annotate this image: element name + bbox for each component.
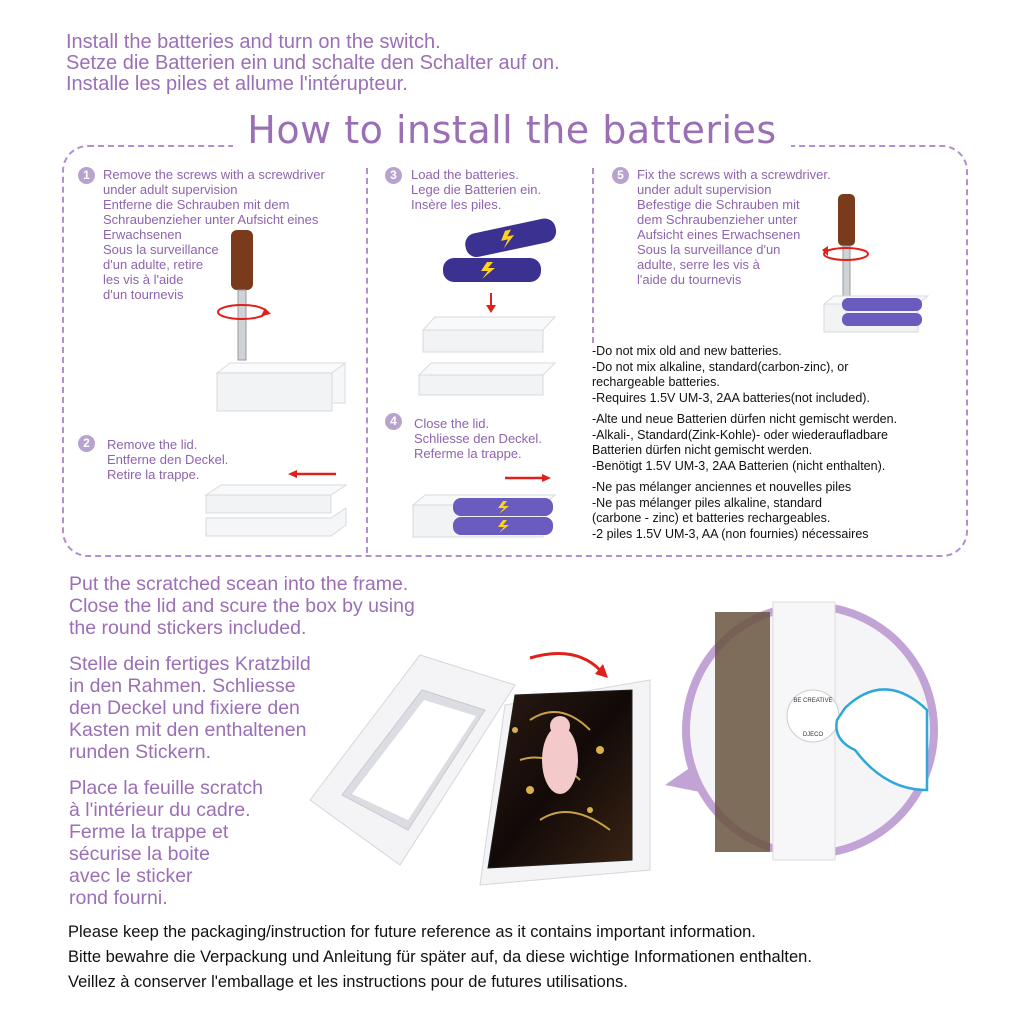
frame-instructions-fr: Place la feuille scratch à l'intérieur du cadre. Ferme la trappe et sécurise la boite avec le sticker rond fourni. (69, 777, 264, 909)
intro-line-fr: Installe les piles et allume l'intérupteur. (66, 73, 408, 95)
screwdriver-illustration-2 (810, 192, 940, 337)
step-4-text: Close the lid. Schliesse den Deckel. Referme la trappe. (414, 416, 542, 461)
intro-line-de: Setze die Batterien ein und schalte den Schalter auf on. (66, 52, 560, 74)
footer-notice: Please keep the packaging/instruction for future reference as it contains important information. Bitte bewahre die Verpackung und Anleitung für später auf, da diese wichtige Informationen enthalten. Veillez à conserver l'emballage et les instructions pour de futures utilisations. (68, 923, 812, 991)
close-lid-illustration (405, 470, 565, 550)
screwdriver-handle-2 (838, 194, 855, 246)
step-number-4: 4 (385, 413, 402, 430)
owl-figure (542, 726, 578, 794)
frame-box-illustration (290, 640, 690, 890)
screwdriver-handle-1 (231, 230, 253, 290)
step-number-1: 1 (78, 167, 95, 184)
battery-warnings: -Do not mix old and new batteries. -Do not mix alkaline, standard(carbon-zinc), or rechargeable batteries. -Requires 1.5V UM-3, 2AA batteries(not included). -Alte und neue Batterien dürfen nicht gemischt werden. -Alkali-, Standard(Zink-Kohle)- oder wiederaufladbare Batterien dürfen nicht gemischt werden. -Benötigt 1.5V UM-3, 2AA Batterien (nicht enthalten). -Ne pas mélanger anciennes et nouvelles piles -Ne pas mélanger piles alkaline, standard (carbone - zinc) et batteries rechargeables. -2 piles 1.5V UM-3, AA (non fournies) nécessaires (592, 344, 898, 541)
column-divider-1 (366, 168, 368, 553)
step-number-2: 2 (78, 435, 95, 452)
battery-icon (842, 298, 922, 311)
screwdriver-illustration-1 (195, 228, 355, 418)
step-1-text: Remove the screws with a screwdriver under adult supervision Entferne die Schrauben mit dem Schraubenzieher unter Aufsicht eines Erwachsenen Sous la surveillance d'un adulte, retire les vis à l'aide d'un tournevis (103, 167, 325, 302)
step-5-text: Fix the screws with a screwdriver. under adult supervision Befestige die Schrauben mit dem Schraubenzieher unter Aufsicht eines Erwachsenen Sous la surveillance d'un adulte, serre les vis à l'aide du tournevis (637, 167, 831, 287)
svg-text:BE CREATIVE: BE CREATIVE (793, 698, 833, 704)
frame-instructions-de: Stelle dein fertiges Kratzbild in den Rahmen. Schliesse den Deckel und fixiere den Kasten mit den enthaltenen runden Stickern. (69, 653, 311, 763)
frame-instructions-en: Put the scratched scean into the frame. Close the lid and scure the box by using the round stickers included. (69, 573, 415, 639)
lid-removal-illustration (196, 470, 356, 550)
step-2-text: Remove the lid. Entferne den Deckel. Retire la trappe. (107, 437, 229, 482)
load-batteries-illustration (405, 215, 565, 405)
intro-text (66, 32, 560, 95)
intro-line-en: Install the batteries and turn on the switch. (66, 31, 441, 53)
svg-text:DJECO: DJECO (802, 732, 824, 738)
column-divider-2 (592, 168, 594, 343)
step-3-text: Load the batteries. Lege die Batterien ein. Insère les piles. (411, 167, 542, 212)
battery-icon (842, 313, 922, 326)
sticker-zoom-callout (655, 590, 955, 880)
step-number-5: 5 (612, 167, 629, 184)
page-title: How to install the batteries (0, 108, 1024, 152)
step-number-3: 3 (385, 167, 402, 184)
